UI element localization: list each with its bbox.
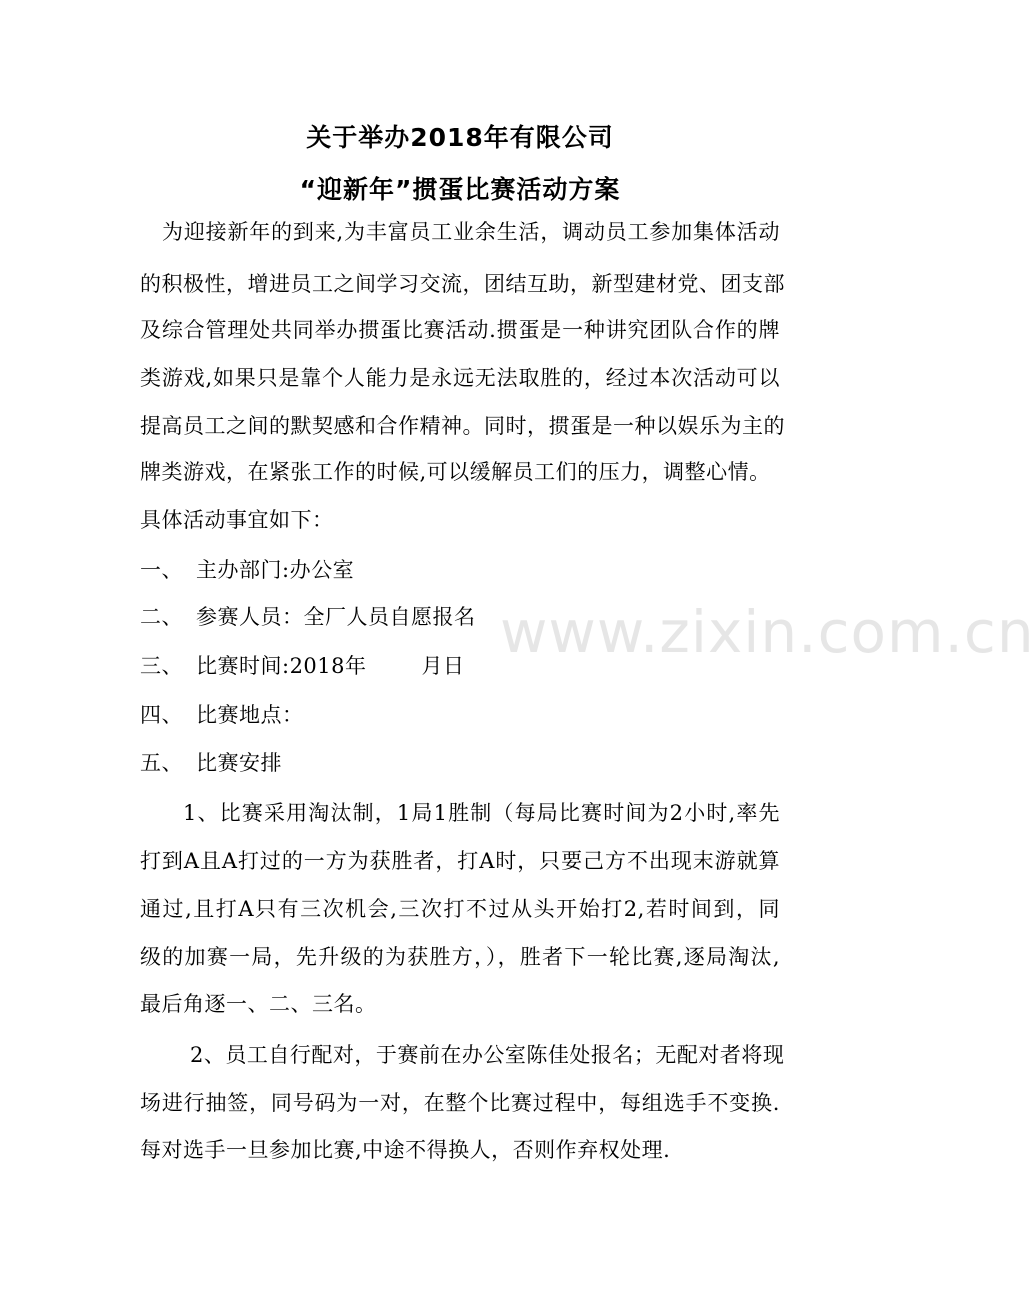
list-item-suffix: 月日 [421,654,465,678]
rule-2-line: 场进行抽签，同号码为一对，在整个比赛过程中，每组选手不变换. [140,1091,780,1115]
list-item-number: 一、 [140,558,183,582]
watermark: www.zixin.com.cn [500,598,1035,666]
list-item-text: 比赛安排 [196,751,282,775]
title-line-1: 关于举办2018年有限公司 [306,123,614,152]
intro-line: 的积极性，增进员工之间学习交流，团结互助，新型建材党、团支部 [140,272,785,296]
list-item-text: 比赛时间:2018年 [196,654,367,678]
list-item-text: 主办部门:办公室 [196,558,355,582]
title-line-2: “迎新年”掼蛋比赛活动方案 [299,175,621,204]
list-item [140,700,780,730]
rule-1-line: 通过,且打A只有三次机会,三次打不过从头开始打2,若时间到，同 [140,897,780,921]
rule-1-line: 打到A且A打过的一方为获胜者，打A时，只要己方不出现末游就算 [140,849,780,873]
list-item-number: 二、 [140,605,183,629]
list-item-number: 四、 [140,703,183,727]
intro-line: 类游戏,如果只是靠个人能力是永远无法取胜的，经过本次活动可以 [140,366,780,390]
list-item-text: 比赛地点： [196,703,304,727]
rule-2-line: 2、员工自行配对，于赛前在办公室陈佳处报名；无配对者将现 [190,1043,785,1067]
list-item [140,748,780,778]
list-item-text: 参赛人员：全厂人员自愿报名 [196,605,476,629]
intro-line: 提高员工之间的默契感和合作精神。同时，掼蛋是一种以娱乐为主的 [140,414,785,438]
rule-1-line: 1、比赛采用淘汰制，1局1胜制（每局比赛时间为2小时,率先 [183,801,780,825]
intro-line: 及综合管理处共同举办掼蛋比赛活动.掼蛋是一种讲究团队合作的牌 [140,318,780,342]
rule-2-line: 每对选手一旦参加比赛,中途不得换人，否则作弃权处理. [140,1138,671,1162]
intro-line: 具体活动事宜如下： [140,508,334,532]
intro-line: 为迎接新年的到来,为丰富员工业余生活，调动员工参加集体活动 [162,220,780,244]
list-item [140,555,780,585]
list-item-number: 三、 [140,654,183,678]
rule-1-line: 级的加赛一局，先升级的为获胜方，），胜者下一轮比赛,逐局淘汰, [140,945,780,969]
rule-1-line: 最后角逐一、二、三名。 [140,992,377,1016]
intro-line: 牌类游戏，在紧张工作的时候,可以缓解员工们的压力，调整心情。 [140,460,771,484]
list-item-number: 五、 [140,751,183,775]
